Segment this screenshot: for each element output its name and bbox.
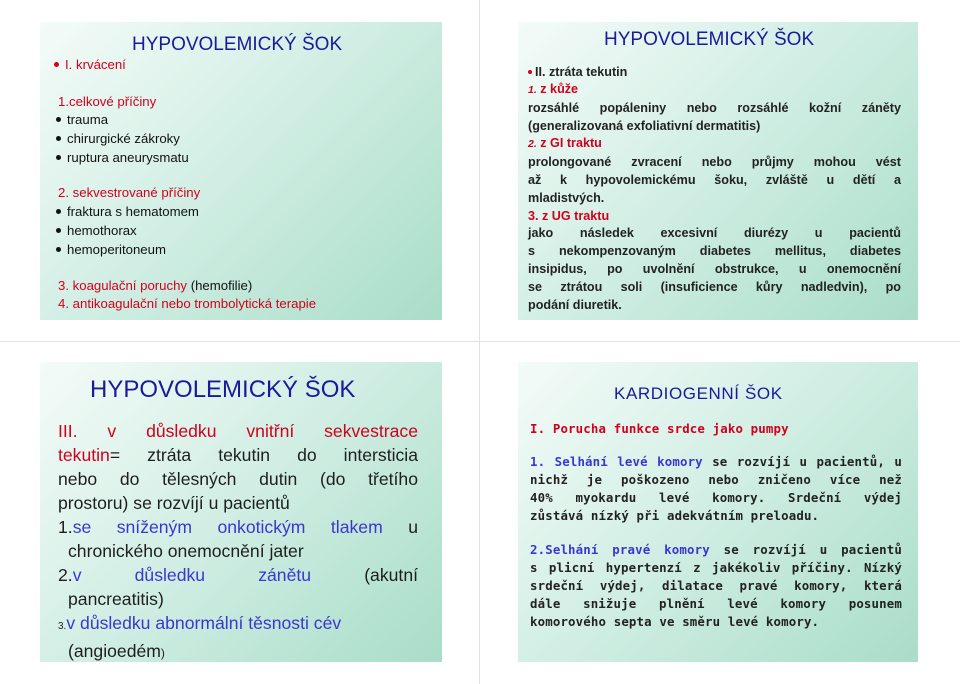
bullet-icon: [56, 136, 61, 141]
sub-heading-gi: 2. z GI traktu: [528, 136, 602, 151]
bullet-icon: [56, 228, 61, 233]
paragraph-right-ventricle: 2.Selhání pravé komory se rozvíjí u pacientů: [530, 542, 902, 557]
cardiogenic-text: [530, 453, 902, 631]
slide-hypovolemic-bleeding: [40, 22, 442, 320]
list-item: hemoperitoneum: [56, 242, 166, 258]
text-line: zůstává nízký při adekvátním preloadu.: [530, 508, 820, 523]
text-line: nichž je poškozeno nebo zničeno více než: [530, 472, 902, 487]
slide-title: HYPOVOLEMICKÝ ŠOK: [604, 29, 815, 50]
text-line: prolongované zvracení nebo průjmy mohou vést: [528, 155, 901, 170]
text-line: jako následek excesivní diurézy u pacientů: [528, 226, 901, 241]
slide-cardiogenic-shock: [518, 362, 918, 662]
text-line: insipidus, po uvolnění obstrukce, u onemocnění: [528, 261, 901, 276]
sub-heading-skin: 1. z kůže: [528, 82, 579, 96]
paragraph-left-ventricle: 1. Selhání levé komory se rozvíjí u pacientů, u: [530, 454, 902, 469]
text-line: mladistvých.: [528, 190, 605, 205]
bullet-icon: [54, 62, 59, 67]
cause-general: 1.celkové příčiny: [58, 94, 157, 109]
text-line: pancreatitis): [68, 589, 164, 609]
slide-heading: I. Porucha funkce srdce jako pumpy: [530, 421, 789, 436]
text-line: nebo do tělesných dutin (do třetího: [58, 469, 418, 489]
text-line: srdeční výdej, dilatace pravé komory, která: [530, 578, 902, 593]
fluid-loss-text: [528, 81, 901, 314]
text-line: s plicní hypertenzí z jakékoliv příčiny. Nízký: [530, 560, 902, 575]
bullet-icon: [56, 209, 61, 214]
list-item: hemothorax: [56, 223, 137, 239]
text-line: III. v důsledku vnitřní sekvestrace: [58, 421, 418, 441]
cause-sequestered: 2. sekvestrované příčiny: [58, 185, 201, 200]
slide-title: HYPOVOLEMICKÝ ŠOK: [90, 376, 356, 403]
page-divider-horizontal: [0, 341, 960, 342]
text-line: prostoru) se rozvíjí u pacientů: [58, 493, 290, 513]
text-line: se ztrátou soli (insuficience kůry nadledvin), po: [528, 279, 901, 294]
text-line: (generalizovaná exfoliativní dermatitis): [528, 118, 761, 133]
text-line: tekutin= ztráta tekutin do intersticia: [58, 445, 418, 465]
bullet-icon: [56, 117, 61, 122]
list-item: 1.se sníženým onkotickým tlakem u: [58, 517, 418, 537]
text-line: 40% myokardu levé komory. Srdeční výdej: [530, 490, 902, 505]
list-item: chirurgické zákroky: [56, 131, 180, 147]
page-divider-vertical: [479, 0, 480, 684]
text-line: až k hypovolemickému šoku, zvláště u dětí a: [528, 172, 901, 187]
slide-title: KARDIOGENNÍ ŠOK: [614, 384, 783, 403]
cause-coagulation: 3. koagulační poruchy (hemofilie): [58, 278, 253, 293]
cause-anticoagulation: 4. antikoagulační nebo trombolytická terapie: [58, 296, 317, 311]
sequestration-text: [58, 419, 418, 665]
bullet-icon: [56, 155, 61, 160]
list-item: 2.v důsledku zánětu (akutní: [58, 565, 418, 585]
slide-hypovolemic-sequestration: [40, 362, 442, 662]
text-line: s nekompenzovaným diabetes mellitus, diabetes: [528, 244, 901, 259]
text-line: chronického onemocnění jater: [68, 541, 304, 561]
slide-hypovolemic-fluid-loss: [518, 22, 918, 320]
text-line: komorového septa ve směru levé komory.: [530, 614, 820, 629]
text-line: dále snižuje plnění levé komory posunem: [530, 596, 902, 611]
slide-title: HYPOVOLEMICKÝ ŠOK: [132, 34, 343, 55]
bullet-icon: [528, 70, 532, 74]
text-line: (angioedém): [68, 641, 165, 661]
slide-heading: II. ztráta tekutin: [528, 64, 627, 82]
text-line: rozsáhlé popáleniny nebo rozsáhlé kožní záněty: [528, 100, 901, 115]
list-item: 3.v důsledku abnormální těsnosti cév: [58, 613, 342, 633]
slide-heading: I. krvácení: [54, 57, 126, 73]
sub-heading-ug: 3. z UG traktu: [528, 208, 610, 223]
bullet-icon: [56, 247, 61, 252]
text-line: podání diuretik.: [528, 297, 622, 312]
list-item: trauma: [56, 112, 108, 128]
list-item: ruptura aneurysmatu: [56, 150, 189, 166]
list-item: fraktura s hematomem: [56, 204, 199, 220]
